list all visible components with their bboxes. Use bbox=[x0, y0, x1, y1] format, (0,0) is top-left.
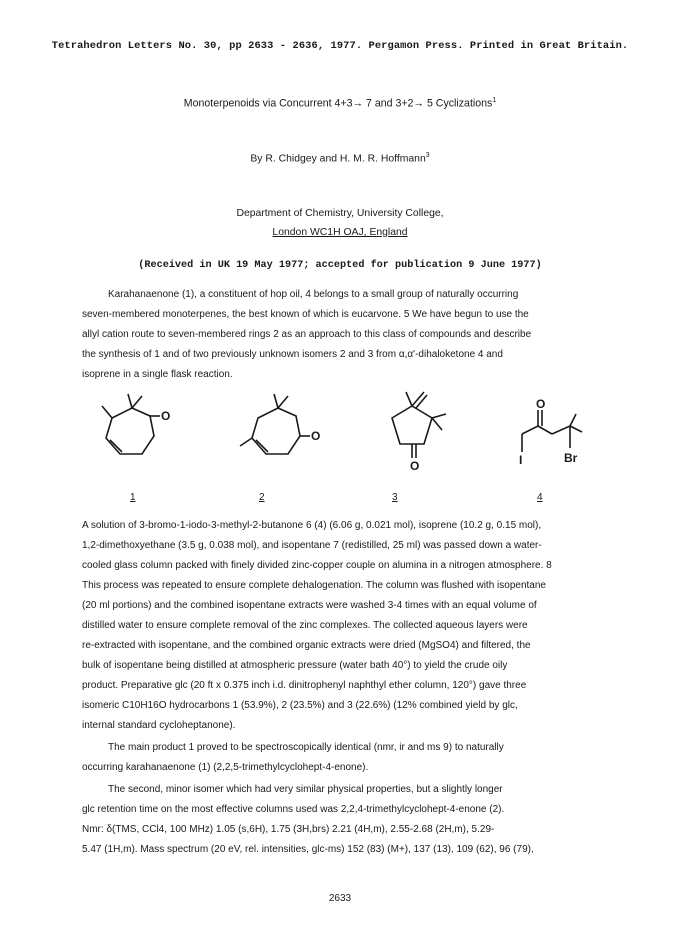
compound-label-1: 1 bbox=[130, 492, 136, 503]
text-line: The second, minor isomer which had very similar physical properties, but a slightly longer bbox=[108, 784, 503, 795]
text-line: seven-membered monoterpenes, the best known of which is eucarvone. 5 We have begun to use the bbox=[82, 309, 529, 320]
paragraph-experimental bbox=[82, 516, 602, 736]
text-line: glc retention time on the most effective columns used was 2,2,4-trimethylcyclohept-4-enone (2). bbox=[82, 804, 505, 815]
text-line: A solution of 3-bromo-1-iodo-3-methyl-2-butanone 6 (4) (6.06 g, 0.021 mol), isoprene (10.2 g, 0.15 mol), bbox=[82, 520, 542, 531]
text-line: isomeric C10H16O hydrocarbons 1 (53.9%), 2 (23.5%) and 3 (22.6%) (12% combined yield by glc, bbox=[82, 700, 518, 711]
text-line: the synthesis of 1 and of two previously unknown isomers 2 and 3 from α,α'-dihaloketone 4 and bbox=[82, 349, 503, 360]
text-line: This process was repeated to ensure complete dehalogenation. The column was flushed with isopentane bbox=[82, 580, 546, 591]
oxygen-label-2: O bbox=[311, 429, 321, 443]
bromine-label: Br bbox=[564, 451, 578, 465]
author-footnote: 3 bbox=[425, 152, 430, 159]
affiliation-department: Department of Chemistry, University College, bbox=[236, 208, 444, 219]
compound-label-4: 4 bbox=[537, 492, 543, 503]
text-line: occurring karahanaenone (1) (2,2,5-trimethylcyclohept-4-enone). bbox=[82, 762, 369, 773]
affiliation-address: London WC1H OAJ, England bbox=[272, 227, 408, 238]
received-dates: (Received in UK 19 May 1977; accepted for publication 9 June 1977) bbox=[138, 260, 542, 271]
text-line: Nmr: δ(TMS, CCl4, 100 MHz) 1.05 (s,6H), 1.75 (3H,brs) 2.21 (4H,m), 2.55-2.68 (2H,m), 5.29- bbox=[82, 824, 495, 835]
text-line: cooled glass column packed with finely divided zinc-copper couple on alumina in a nitrogen atmosphere. 8 bbox=[82, 560, 552, 571]
compound-label-2: 2 bbox=[259, 492, 265, 503]
iodine-label: I bbox=[519, 453, 523, 467]
structure-4-dihaloketone bbox=[522, 410, 582, 452]
author-names: By R. Chidgey and H. M. R. Hoffmann bbox=[250, 153, 426, 165]
chemical-structures bbox=[82, 388, 602, 498]
structures-figure bbox=[82, 388, 602, 498]
text-line: internal standard cycloheptanone). bbox=[82, 720, 236, 731]
title-text: Monoterpenoids via Concurrent 4+3→ 7 and 3+2→ 5 Cyclizations bbox=[183, 97, 493, 110]
text-line: distilled water to ensure complete removal of the zinc complexes. The collected aqueous layers were bbox=[82, 620, 528, 631]
journal-header: Tetrahedron Letters No. 30, pp 2633 - 2636, 1977. Pergamon Press. Printed in Great Britain. bbox=[51, 40, 629, 52]
compound-label-3: 3 bbox=[392, 492, 398, 503]
text-line: allyl cation route to seven-membered rings 2 as an approach to this class of compounds and describe bbox=[82, 329, 532, 340]
text-line: 1,2-dimethoxyethane (3.5 g, 0.038 mol), and isopentane 7 (redistilled, 25 ml) was passed down a water- bbox=[82, 540, 542, 551]
oxygen-label-1: O bbox=[161, 409, 171, 423]
author-line bbox=[0, 152, 680, 164]
text-line: isoprene in a single flask reaction. bbox=[82, 369, 233, 380]
paragraph-second-isomer bbox=[82, 780, 602, 860]
article-title bbox=[0, 97, 680, 110]
paragraph-main-product bbox=[82, 738, 602, 778]
text-line: product. Preparative glc (20 ft x 0.375 inch i.d. dinitrophenyl naphthyl ether column, 120°) gave three bbox=[82, 680, 527, 691]
text-line: (20 ml portions) and the combined isopentane extracts were washed 3-4 times with an equal volume of bbox=[82, 600, 537, 611]
oxygen-label-4: O bbox=[536, 397, 546, 411]
text-line: re-extracted with isopentane, and the combined organic extracts were dried (MgSO4) and filtered, the bbox=[82, 640, 531, 651]
structure-3-cyclopentanone bbox=[392, 392, 446, 458]
text-line: Karahanaenone (1), a constituent of hop oil, 4 belongs to a small group of naturally occurring bbox=[108, 289, 519, 300]
text-line: The main product 1 proved to be spectroscopically identical (nmr, ir and ms 9) to naturally bbox=[108, 742, 504, 753]
oxygen-label-3: O bbox=[410, 459, 420, 473]
text-line: bulk of isopentane being distilled at atmospheric pressure (water bath 40°) to yield the crude oily bbox=[82, 660, 508, 671]
structure-2-isomer bbox=[240, 394, 310, 454]
page-number: 2633 bbox=[328, 893, 352, 904]
paragraph-intro bbox=[82, 285, 602, 385]
structure-1-karahanaenone bbox=[102, 394, 160, 454]
text-line: 5.47 (1H,m). Mass spectrum (20 eV, rel. intensities, glc-ms) 152 (83) (M+), 137 (13), 109 (62), 96 (79), bbox=[82, 844, 534, 855]
title-footnote: 1 bbox=[492, 97, 497, 104]
